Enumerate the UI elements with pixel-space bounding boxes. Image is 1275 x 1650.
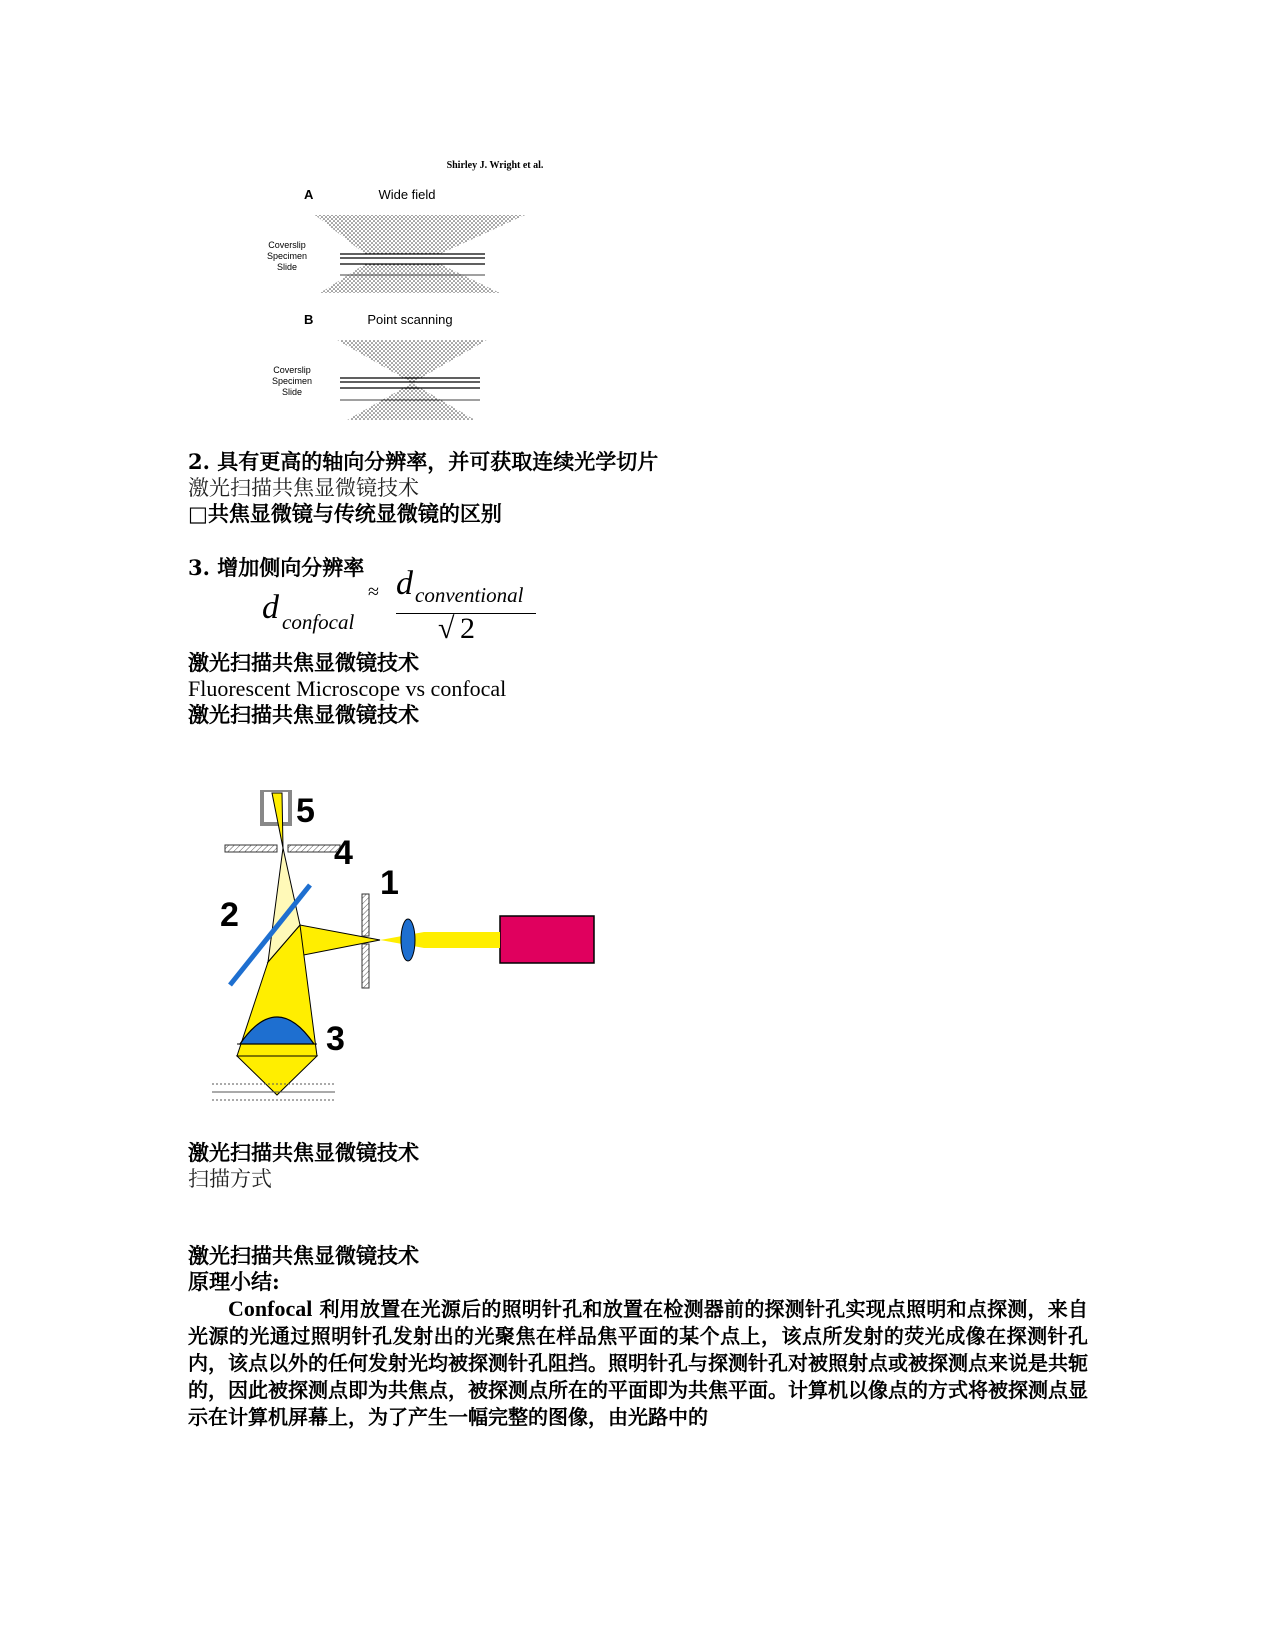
- summary-label: 原理小结:: [188, 1269, 280, 1294]
- confocal-diagram-svg: [210, 790, 600, 1150]
- confocal-light-path-diagram: [210, 790, 600, 1150]
- point-2-heading: 2. 具有更高的轴向分辨率，并可获取连续光学切片: [188, 449, 659, 474]
- summary-body: 利用放置在光源后的照明针孔和放置在检测器前的探测针孔实现点照明和点探测，来自光源的光通过照明针孔发射出的光聚焦在样品焦平面的某个点上，该点所发射的荧光成像在探测针孔内，该点以外的任何发射光均被探测针孔阻挡。照明针孔与探测针孔对被照射点或被探测点来说是共轭的，因此被探测点即为共焦点，被探测点所在的平面即为共焦平面。计算机以像点的方式将被探测点显示在计算机屏幕上，为了产生一幅完整的图像，由光路中的: [188, 1297, 1088, 1429]
- label-dichroic-mirror: 2: [220, 896, 239, 934]
- focused-beam: [237, 1056, 317, 1095]
- label-illumination-pinhole: 1: [380, 864, 399, 902]
- section-heading-4: 激光扫描共焦显微镜技术: [188, 1140, 419, 1165]
- laser-source: [500, 916, 594, 963]
- collimating-lens: [401, 919, 415, 961]
- panel-a-label-specimen: Specimen: [266, 251, 308, 261]
- point-3-heading: 3. 增加侧向分辨率: [188, 555, 365, 580]
- panel-a-lower-cone: [320, 264, 500, 293]
- section-heading-5: 激光扫描共焦显微镜技术: [188, 1243, 419, 1268]
- label-detector: 5: [296, 792, 315, 830]
- panel-b-letter: B: [304, 312, 314, 327]
- laser-beam: [424, 932, 500, 948]
- scan-mode-caption: 扫描方式: [188, 1167, 272, 1191]
- formula-lhs-symbol: d: [262, 589, 279, 626]
- panel-b-title: Point scanning: [367, 312, 453, 327]
- panel-a-label-slide: Slide: [276, 262, 298, 272]
- label-objective: 3: [326, 1020, 345, 1058]
- formula-radicand: 2: [460, 612, 475, 645]
- resolution-formula: [262, 565, 542, 647]
- panel-b-label-specimen: Specimen: [271, 376, 313, 386]
- section-heading-1: 激光扫描共焦显微镜技术: [188, 476, 419, 500]
- formula-radical: √: [438, 612, 455, 645]
- panel-a-title: Wide field: [378, 187, 436, 202]
- illumination-pinhole-bottom: [362, 944, 369, 988]
- detection-pinhole-left: [225, 845, 277, 852]
- panel-a-letter: A: [304, 187, 314, 202]
- illumination-pinhole-top: [362, 894, 369, 936]
- figure-credit: Shirley J. Wright et al.: [446, 160, 544, 171]
- panel-b-label-coverslip: Coverslip: [273, 365, 311, 375]
- section-heading-3: 激光扫描共焦显微镜技术: [188, 702, 419, 727]
- section-heading-2: 激光扫描共焦显微镜技术: [188, 650, 419, 675]
- panel-a-upper-cone: [315, 215, 525, 254]
- formula-relation: ≈: [368, 581, 379, 603]
- formula-rhs-symbol: d: [396, 565, 413, 602]
- formula-lhs-subscript: confocal: [282, 610, 355, 634]
- comparison-caption: Fluorescent Microscope vs confocal: [188, 676, 507, 701]
- wide-field-vs-point-scanning-figure: [255, 150, 615, 440]
- detection-pinhole-right: [288, 845, 340, 852]
- principle-summary-paragraph: [188, 1295, 1088, 1431]
- formula-rhs-subscript: conventional: [415, 583, 524, 607]
- optical-section-figure-svg: [255, 150, 615, 440]
- panel-b-upper-cone: [337, 340, 487, 383]
- label-detection-pinhole: 4: [334, 834, 353, 872]
- panel-b-label-slide: Slide: [281, 387, 303, 397]
- difference-title: □共焦显微镜与传统显微镜的区别: [188, 501, 502, 526]
- summary-lead-term: Confocal: [228, 1296, 313, 1321]
- panel-a-label-coverslip: Coverslip: [268, 240, 306, 250]
